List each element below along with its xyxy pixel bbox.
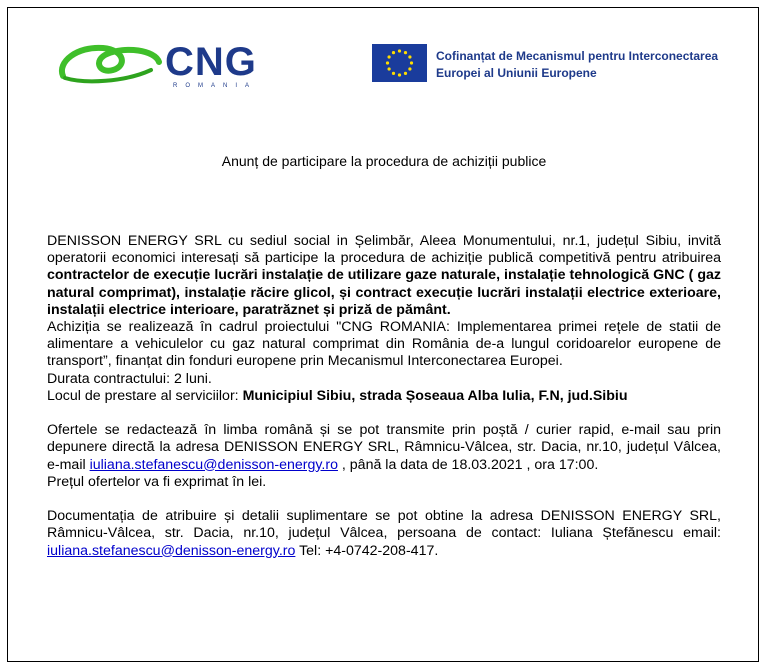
paragraph-currency: Prețul ofertelor va fi exprimat în lei.	[47, 473, 267, 490]
paragraph-documentation	[47, 508, 721, 560]
eu-text-line2: Europei al Uniunii Europene	[436, 66, 597, 80]
cng-logo-subtitle: ROMANIA	[173, 83, 258, 89]
paragraph-offers	[47, 422, 721, 474]
eu-flag-icon	[372, 44, 427, 82]
contact-phone: Tel: +4-0742-208-417.	[295, 542, 439, 559]
eu-text-line1: Cofinanțat de Mecanismul pentru Interconectarea	[436, 49, 719, 63]
paragraph-intro	[47, 233, 721, 319]
eu-funding-block	[372, 44, 752, 84]
paragraph-duration: Durata contractului: 2 luni.	[47, 370, 212, 387]
contact-email-link[interactable]: iuliana.stefanescu@denisson-energy.ro	[47, 542, 296, 559]
cng-romania-logo	[55, 40, 270, 90]
docs-text: Documentația de atribuire și detalii suplimentare se pot obtine la adresa DENISSON ENERGY SRL, Râmnicu-Vâlcea, str. Dacia, nr.10, județul Vâlcea, persoana de contact: Iuliana Ștefănescu email:	[47, 508, 721, 542]
location-label: Locul de prestare al serviciilor:	[47, 387, 243, 404]
email-link[interactable]: iuliana.stefanescu@denisson-energy.ro	[89, 456, 338, 473]
paragraph-location	[47, 388, 721, 405]
offers-text: Ofertele se redactează în limba română și se pot transmite prin poștă / curier rapid, e-mail sau prin depunere directă la adresa DENISSON ENERGY SRL, Râmnicu-Vâlcea, str. Dacia, nr.10, județul Vâlcea, e-mail	[47, 422, 721, 473]
announcement-body	[47, 233, 721, 560]
cng-swirl-icon	[55, 40, 165, 86]
paragraph-project: Achiziția se realizează în cadrul proiectului "CNG ROMANIA: Implementarea primei rețele de statii de alimentare a vehiculelor cu gaz natural comprimat din România de-a lungul coridoarelor europene de transport”, finanțat din fonduri europene prin Mecanismul Interconectarea Europei.	[47, 319, 721, 370]
location-value: Municipiul Sibiu, strada Șoseaua Alba Iulia, F.N, jud.Sibiu	[242, 387, 628, 404]
page-title: Anunț de participare la procedura de achiziții publice	[221, 153, 547, 169]
contract-scope: contractelor de execuție lucrări instalație de utilizare gaze naturale, instalație tehnologică GNC ( gaz natural comprimat), instalație răcire glicol, și contract execuție lucrări instalații electrice exterioare, instalații electrice interioare, paratrăznet și priză de pământ.	[47, 267, 721, 318]
eu-funding-text	[436, 48, 718, 82]
offers-deadline: , până la data de 18.03.2021 , ora 17:00.	[337, 456, 599, 473]
intro-text: DENISSON ENERGY SRL cu sediul social in Șelimbăr, Aleea Monumentului, nr.1, județul Sibiu, invită operatorii economici interesați să participe la procedura de achiziție publică competitivă pentru atribuirea	[47, 233, 721, 267]
cng-logo-word: CNG	[165, 40, 257, 84]
